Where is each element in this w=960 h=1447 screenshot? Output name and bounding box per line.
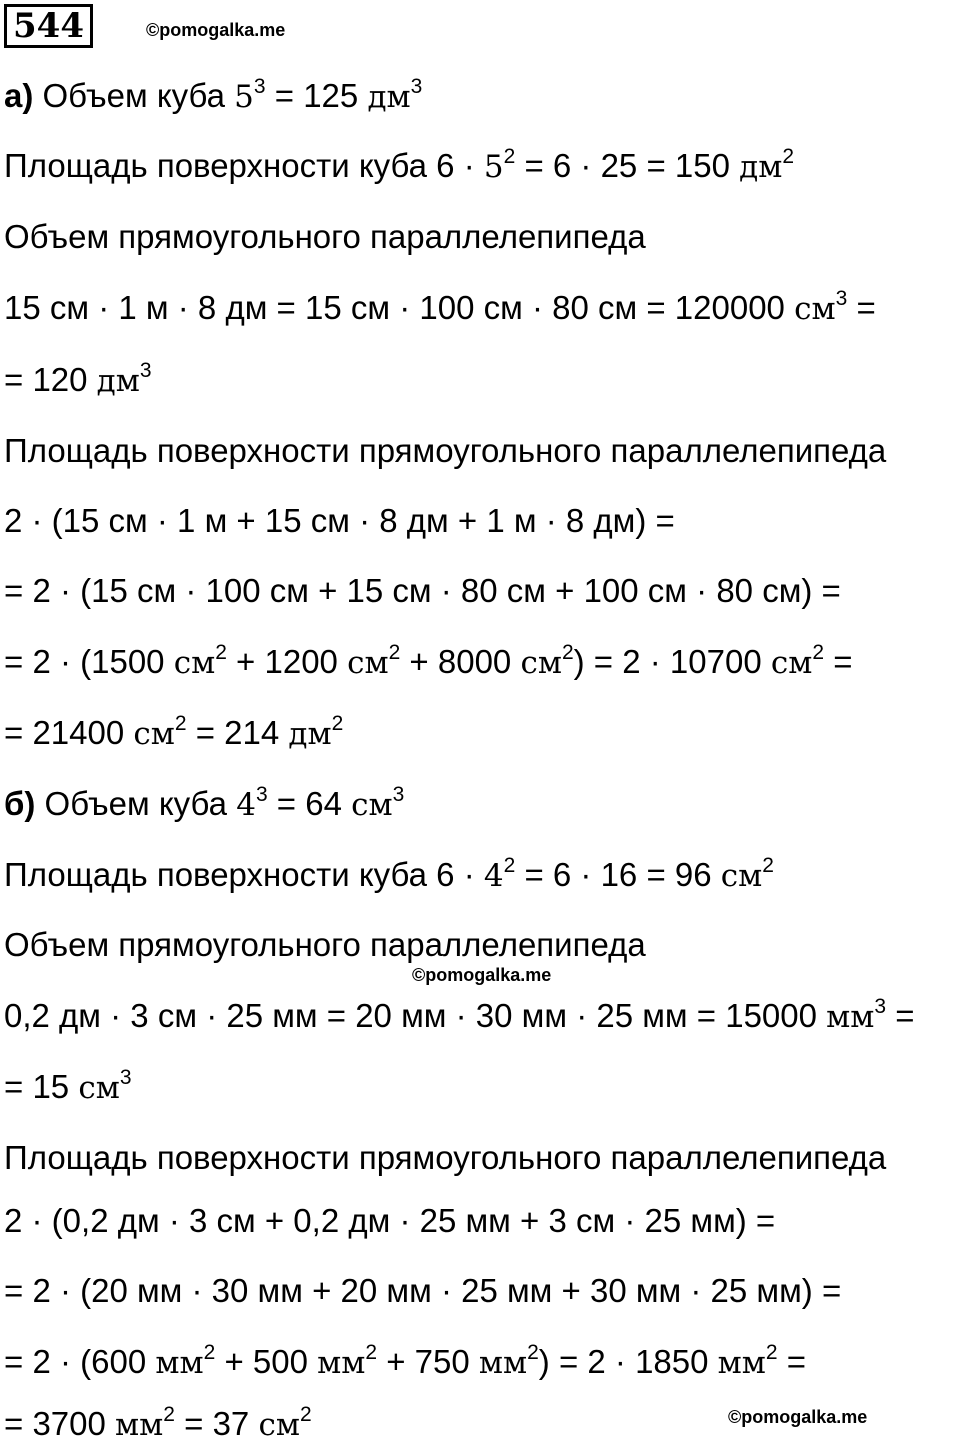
b-box-area-line2: = 2 · (20 мм · 30 мм + 20 мм · 25 мм + 30 мм · 25 мм) = xyxy=(4,1272,842,1309)
a-label: а) xyxy=(4,77,34,114)
a-box-area-line3: = 2 · (1500 $см^2 + 1200$ $см^2 + 8000$ $см^2) = 2 \cdot 10700$ $см^2$ = xyxy=(4,641,853,681)
a-cube-area: Площадь поверхности куба $6 \cdot 5^2 = 6 \cdot 25 = 150$ $дм^2$ xyxy=(4,145,795,185)
a-box-volume-heading: Объем прямоугольного параллелепипеда xyxy=(4,218,646,255)
b-box-area-line1: 2 · (0,2 дм · 3 см + 0,2 дм · 25 мм + 3 см · 25 мм) = xyxy=(4,1202,776,1239)
b-cube-volume: б) Объем куба $4^3 = 64$ $см^3$ xyxy=(4,783,405,823)
b-box-area-line4: = 3700 $мм^2 = 37$ $см^2$ xyxy=(4,1403,312,1443)
a-box-volume-line1: 15 см · 1 м · 8 дм = 15 см · 100 см · 80 см = 120000 $см^3$ = xyxy=(4,287,876,327)
b-box-volume-heading: Объем прямоугольного параллелепипеда xyxy=(4,926,646,963)
b-box-volume-line1: 0,2 дм · 3 см · 25 мм = 20 мм · 30 мм · 25 мм = 15000 $мм^3$ = xyxy=(4,995,915,1035)
b-box-area-line3: = 2 · (600 $мм^2 + 500$ $мм^2 + 750$ $мм^2) = 2 \cdot 1850$ $мм^2$ = xyxy=(4,1341,807,1381)
a-box-area-line4: = 21400 $см^2 = 214$ $дм^2$ xyxy=(4,712,344,752)
a-box-area-line2: = 2 · (15 см · 100 см + 15 см · 80 см + 100 см · 80 см) = xyxy=(4,572,841,609)
a-box-volume-line2: = 120 $дм^3$ xyxy=(4,359,152,399)
a-box-area-line1: 2 · (15 см · 1 м + 15 см · 8 дм + 1 м · 8 дм) = xyxy=(4,502,675,539)
b-box-area-heading: Площадь поверхности прямоугольного параллелепипеда xyxy=(4,1139,887,1176)
a-cube-volume: а) Объем куба $5^3 = 125$ $дм^3$ xyxy=(4,75,423,115)
a-box-area-heading: Площадь поверхности прямоугольного параллелепипеда xyxy=(4,432,887,469)
b-label: б) xyxy=(4,785,36,822)
b-cube-area: Площадь поверхности куба $6 \cdot 4^2 = 6 \cdot 16 = 96$ $см^2$ xyxy=(4,854,774,894)
watermark-middle: ©pomogalka.me xyxy=(412,965,552,985)
b-box-volume-line2: = 15 $см^3$ xyxy=(4,1066,132,1106)
problem-number: 544 xyxy=(4,4,93,48)
watermark-top: ©pomogalka.me xyxy=(146,20,286,40)
watermark-bottom: ©pomogalka.me xyxy=(728,1407,868,1427)
